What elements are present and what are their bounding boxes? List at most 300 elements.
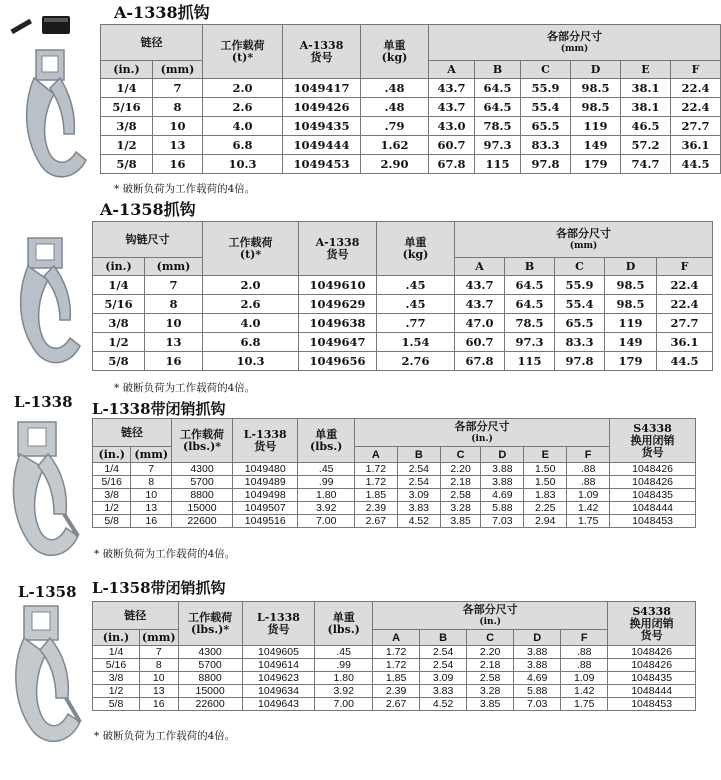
table-cell: 83.3 [521,136,571,155]
table-cell: 115 [505,352,555,371]
table-cell: 1049605 [242,646,315,659]
table-cell: 3.88 [514,659,561,672]
table-cell: 10 [153,117,203,136]
table-cell: 65.5 [555,314,605,333]
table-cell: 38.1 [621,79,671,98]
table-row [101,155,721,174]
table-cell: 2.25 [524,502,567,515]
weight-unit: (lbs.) [310,439,343,453]
spec-table-a1358 [92,221,713,371]
table-row [93,515,696,528]
table-row [93,352,713,371]
table-cell: 2.76 [377,352,455,371]
table-cell: 47.0 [455,314,505,333]
table-cell: 115 [475,155,521,174]
table-cell: 38.1 [621,98,671,117]
weight-label: 单重 [332,610,355,624]
col-header-dim: A [455,258,505,276]
table-cell: 179 [605,352,657,371]
table-row [101,136,721,155]
table-cell: 1049426 [283,98,361,117]
grab-hook-icon [14,42,94,187]
table-cell: 1.80 [315,672,373,685]
table-cell: 7 [140,646,178,659]
table-cell: 3.09 [420,672,467,685]
table-row [93,333,713,352]
table-cell: 2.6 [203,98,283,117]
part-label: A-1338 [299,38,344,52]
table-cell: 1049614 [242,659,315,672]
col-header-dim: B [420,630,467,646]
table-cell: 1.54 [377,333,455,352]
table-cell: 2.58 [467,672,514,685]
table-cell: 7.00 [298,515,354,528]
table-cell: 1049623 [242,672,315,685]
table-cell: 5.88 [481,502,524,515]
dims-label: 各部分尺寸 [547,29,603,43]
col-header-dim: C [521,61,571,79]
table-cell: 119 [605,314,657,333]
table-cell: 3/8 [101,117,153,136]
table-cell: 5/8 [93,352,145,371]
table-cell: 1048426 [610,463,696,476]
table-cell: 7.00 [315,698,373,711]
table-cell: 22600 [178,698,242,711]
table-cell: 22.4 [657,295,713,314]
table-cell: 43.0 [429,117,475,136]
table-cell: 27.7 [657,314,713,333]
col-header-chain: 链径 [93,419,172,447]
table-cell: 5/16 [93,295,145,314]
table-cell: 1049610 [299,276,377,295]
table-cell: 2.20 [467,646,514,659]
table-cell: 7 [153,79,203,98]
table-cell: 3.88 [481,476,524,489]
col-header-dim: D [605,258,657,276]
table-cell: 64.5 [475,79,521,98]
col-header-weight [361,25,429,79]
table-cell: 10 [131,489,172,502]
table-cell: 2.90 [361,155,429,174]
table-cell: 7 [145,276,203,295]
table-cell: 1/4 [93,646,140,659]
footnote: * 破断负荷为工作载荷的4倍。 [114,382,256,394]
col-header-part [233,419,298,463]
table-cell: .45 [315,646,373,659]
table-cell: 36.1 [671,136,721,155]
spec-table-l1358 [92,601,696,711]
col-header-dim: C [440,447,481,463]
table-cell: 16 [145,352,203,371]
col-header-wll [203,25,283,79]
table-cell: 43.7 [429,98,475,117]
table-cell: 4.52 [397,515,440,528]
table-cell: 1049417 [283,79,361,98]
table-cell: .88 [561,659,608,672]
table-cell: 3/8 [93,314,145,333]
model-label: L-1358 [18,583,77,601]
table-cell: 7 [131,463,172,476]
table-cell: 27.7 [671,117,721,136]
table-cell: 5/8 [101,155,153,174]
dims-label: 各部分尺寸 [454,419,510,433]
table-cell: 3/8 [93,672,140,685]
table-cell: 98.5 [571,98,621,117]
section-title: A-1358抓钩 [100,200,196,219]
col-header-dims [455,222,713,258]
col-header-weight [315,602,373,646]
table-cell: 13 [131,502,172,515]
table-cell: 1049498 [233,489,298,502]
table-cell: 1048426 [608,659,696,672]
table-cell: 1049629 [299,295,377,314]
table-row [93,685,696,698]
col-header-chain: 链径 [101,25,203,61]
table-cell: 8800 [172,489,233,502]
table-cell: 3.28 [467,685,514,698]
table-cell: 5700 [178,659,242,672]
table-cell: 65.5 [521,117,571,136]
table-cell: 3.09 [397,489,440,502]
table-cell: .45 [377,276,455,295]
col-header-in: (in.) [93,630,140,646]
table-cell: 2.18 [440,476,481,489]
grab-hook-icon [10,232,90,372]
part-label: L-1338 [243,427,287,441]
table-cell: 2.20 [440,463,481,476]
table-cell: 55.4 [555,295,605,314]
table-cell: 6.8 [203,333,299,352]
col-header-part [242,602,315,646]
dims-unit: (mm) [560,43,589,54]
table-cell: 22600 [172,515,233,528]
table-cell: 1049453 [283,155,361,174]
table-cell: 2.58 [440,489,481,502]
table-cell: 13 [140,685,178,698]
weight-unit: (kg) [381,50,408,64]
table-cell: 97.8 [521,155,571,174]
weight-unit: (kg) [402,247,429,261]
table-cell: .88 [561,646,608,659]
col-header-dims [354,419,609,447]
table-cell: 16 [153,155,203,174]
table-cell: 57.2 [621,136,671,155]
table-cell: 119 [571,117,621,136]
latch-kit-label: S4338 [632,604,671,618]
table-cell: 98.5 [605,276,657,295]
footnote: * 破断负荷为工作载荷的4倍。 [94,548,236,560]
col-header-in: (in.) [101,61,153,79]
col-header-part [299,222,377,276]
col-header-dim: C [467,630,514,646]
table-row [93,672,696,685]
table-cell: 1048426 [608,646,696,659]
table-cell: 3.92 [298,502,354,515]
table-cell: 4.69 [481,489,524,502]
table-cell: 1049480 [233,463,298,476]
table-cell: 1049444 [283,136,361,155]
table-cell: .99 [298,476,354,489]
table-cell: 1.42 [567,502,610,515]
col-header-dim: D [514,630,561,646]
latch-kit-desc: 换用闭销 [630,433,675,447]
table-cell: 1/2 [93,685,140,698]
table-cell: 55.4 [521,98,571,117]
wll-unit: (lbs.)* [191,622,230,636]
table-cell: 98.5 [605,295,657,314]
col-header-chain: 钩链尺寸 [93,222,203,258]
table-row [93,276,713,295]
table-cell: 1.09 [561,672,608,685]
table-cell: 97.8 [555,352,605,371]
table-cell: 1049489 [233,476,298,489]
col-header-dim: B [475,61,521,79]
dims-unit: (in.) [479,616,501,627]
table-cell: 2.54 [420,646,467,659]
table-cell: 1049507 [233,502,298,515]
table-cell: 7.03 [514,698,561,711]
table-cell: 8 [153,98,203,117]
table-cell: 44.5 [671,155,721,174]
table-cell: .99 [315,659,373,672]
weight-label: 单重 [315,427,338,441]
table-row [93,502,696,515]
wll-label: 工作载荷 [180,427,225,441]
part-label: L-1338 [257,610,300,624]
part-label: A-1338 [315,235,360,249]
dims-unit: (in.) [471,433,493,444]
table-cell: 78.5 [475,117,521,136]
footnote: * 破断负荷为工作载荷的4倍。 [94,730,236,742]
table-cell: 13 [145,333,203,352]
table-cell: 13 [153,136,203,155]
table-cell: 22.4 [657,276,713,295]
table-cell: 1.75 [567,515,610,528]
col-header-latch-kit [608,602,696,646]
table-cell: 1.83 [524,489,567,502]
table-cell: 8 [140,659,178,672]
table-cell: 1048453 [608,698,696,711]
table-row [101,117,721,136]
table-cell: 3.28 [440,502,481,515]
table-cell: 2.18 [467,659,514,672]
table-cell: 3.85 [440,515,481,528]
table-cell: 7.03 [481,515,524,528]
table-cell: 1049516 [233,515,298,528]
table-cell: .48 [361,98,429,117]
table-row [93,698,696,711]
table-cell: 1.50 [524,463,567,476]
weight-label: 单重 [404,235,427,249]
table-cell: 67.8 [429,155,475,174]
table-cell: 1048444 [610,502,696,515]
table-cell: 16 [131,515,172,528]
col-header-dim: D [481,447,524,463]
table-row [93,295,713,314]
col-header-dim: F [567,447,610,463]
table-cell: 5700 [172,476,233,489]
table-cell: 2.0 [203,276,299,295]
col-header-dim: B [397,447,440,463]
col-header-dims [429,25,721,61]
table-cell: 1.85 [373,672,420,685]
table-cell: 2.94 [524,515,567,528]
col-header-dim: C [555,258,605,276]
table-cell: 3.88 [514,646,561,659]
latch-kit-label: S4338 [633,421,672,435]
table-cell: 8 [145,295,203,314]
table-cell: 43.7 [455,295,505,314]
table-cell: 74.7 [621,155,671,174]
wll-label: 工作载荷 [228,235,273,249]
col-header-weight [298,419,354,463]
table-cell: 4300 [178,646,242,659]
section-title: A-1338抓钩 [114,3,210,22]
latch-hook-icon [4,418,86,566]
table-cell: 36.1 [657,333,713,352]
table-cell: 1/2 [93,333,145,352]
table-row [101,98,721,117]
table-cell: 1048444 [608,685,696,698]
table-cell: 1049647 [299,333,377,352]
col-header-weight [377,222,455,276]
table-cell: 22.4 [671,79,721,98]
table-cell: 1.50 [524,476,567,489]
table-row [93,489,696,502]
table-cell: 55.9 [555,276,605,295]
col-header-mm: (mm) [131,447,172,463]
col-header-chain: 链径 [93,602,179,630]
table-cell: 55.9 [521,79,571,98]
table-cell: 1049643 [242,698,315,711]
table-cell: 3.85 [467,698,514,711]
table-cell: 10.3 [203,155,283,174]
col-header-mm: (mm) [140,630,178,646]
table-cell: 1049656 [299,352,377,371]
col-header-part [283,25,361,79]
latch-kit-sub: 货号 [641,445,664,459]
table-cell: 1049435 [283,117,361,136]
col-header-dim: A [354,447,397,463]
wll-label: 工作载荷 [220,38,265,52]
table-cell: 4.0 [203,314,299,333]
table-cell: 4300 [172,463,233,476]
table-cell: 43.7 [455,276,505,295]
table-cell: 2.0 [203,79,283,98]
table-cell: 1048453 [610,515,696,528]
table-cell: 1.85 [354,489,397,502]
weight-unit: (lbs.) [327,622,360,636]
table-cell: 67.8 [455,352,505,371]
col-header-mm: (mm) [145,258,203,276]
section-title: L-1358带闭销抓钩 [92,579,226,597]
table-row [93,314,713,333]
table-cell: 64.5 [505,295,555,314]
table-cell: 8800 [178,672,242,685]
col-header-dim: E [524,447,567,463]
part-sub: 货号 [254,439,277,453]
col-header-dim: F [671,61,721,79]
wll-label: 工作载荷 [188,610,233,624]
table-cell: 3.92 [315,685,373,698]
table-cell: 60.7 [455,333,505,352]
table-cell: 5/8 [93,698,140,711]
table-cell: 2.67 [354,515,397,528]
table-cell: 5/8 [93,515,131,528]
table-cell: 1.72 [373,646,420,659]
table-cell: 2.54 [397,463,440,476]
table-cell: 2.67 [373,698,420,711]
table-cell: 2.39 [354,502,397,515]
table-cell: 3/8 [93,489,131,502]
col-header-dim: B [505,258,555,276]
table-cell: 10.3 [203,352,299,371]
table-cell: .88 [567,476,610,489]
col-header-dim: A [373,630,420,646]
table-cell: 83.3 [555,333,605,352]
table-cell: 1/2 [101,136,153,155]
table-cell: 78.5 [505,314,555,333]
table-cell: 64.5 [475,98,521,117]
col-header-dim: D [571,61,621,79]
table-cell: 3.83 [397,502,440,515]
table-cell: 1048435 [610,489,696,502]
table-cell: .77 [377,314,455,333]
table-row [101,79,721,98]
table-cell: 1.09 [567,489,610,502]
table-cell: .45 [298,463,354,476]
table-row [93,646,696,659]
table-cell: 1.72 [354,463,397,476]
table-cell: 60.7 [429,136,475,155]
table-cell: 1048435 [608,672,696,685]
table-cell: 22.4 [671,98,721,117]
col-header-latch-kit [610,419,696,463]
table-cell: 149 [605,333,657,352]
col-header-dim: F [561,630,608,646]
col-header-dims [373,602,608,630]
table-cell: 2.6 [203,295,299,314]
latch-kit-desc: 换用闭销 [629,616,674,630]
footnote: * 破断负荷为工作载荷的4倍。 [114,183,256,195]
table-cell: 1049634 [242,685,315,698]
dims-label: 各部分尺寸 [556,226,612,240]
col-header-dim: F [657,258,713,276]
latch-kit-sub: 货号 [640,628,663,642]
table-cell: 44.5 [657,352,713,371]
dims-unit: (mm) [569,240,598,251]
table-cell: 4.69 [514,672,561,685]
table-cell: 1.72 [354,476,397,489]
part-sub: 货号 [310,50,333,64]
table-cell: .45 [377,295,455,314]
model-label: L-1338 [14,393,73,411]
table-cell: 1/4 [93,276,145,295]
table-cell: 98.5 [571,79,621,98]
table-cell: 15000 [178,685,242,698]
table-cell: 43.7 [429,79,475,98]
table-cell: 2.54 [397,476,440,489]
table-cell: 1/2 [93,502,131,515]
col-header-in: (in.) [93,447,131,463]
col-header-mm: (mm) [153,61,203,79]
wll-unit: (t)* [231,50,254,64]
table-cell: 2.39 [373,685,420,698]
table-cell: 64.5 [505,276,555,295]
part-sub: 货号 [267,622,290,636]
table-cell: 1.80 [298,489,354,502]
table-cell: 1.62 [361,136,429,155]
